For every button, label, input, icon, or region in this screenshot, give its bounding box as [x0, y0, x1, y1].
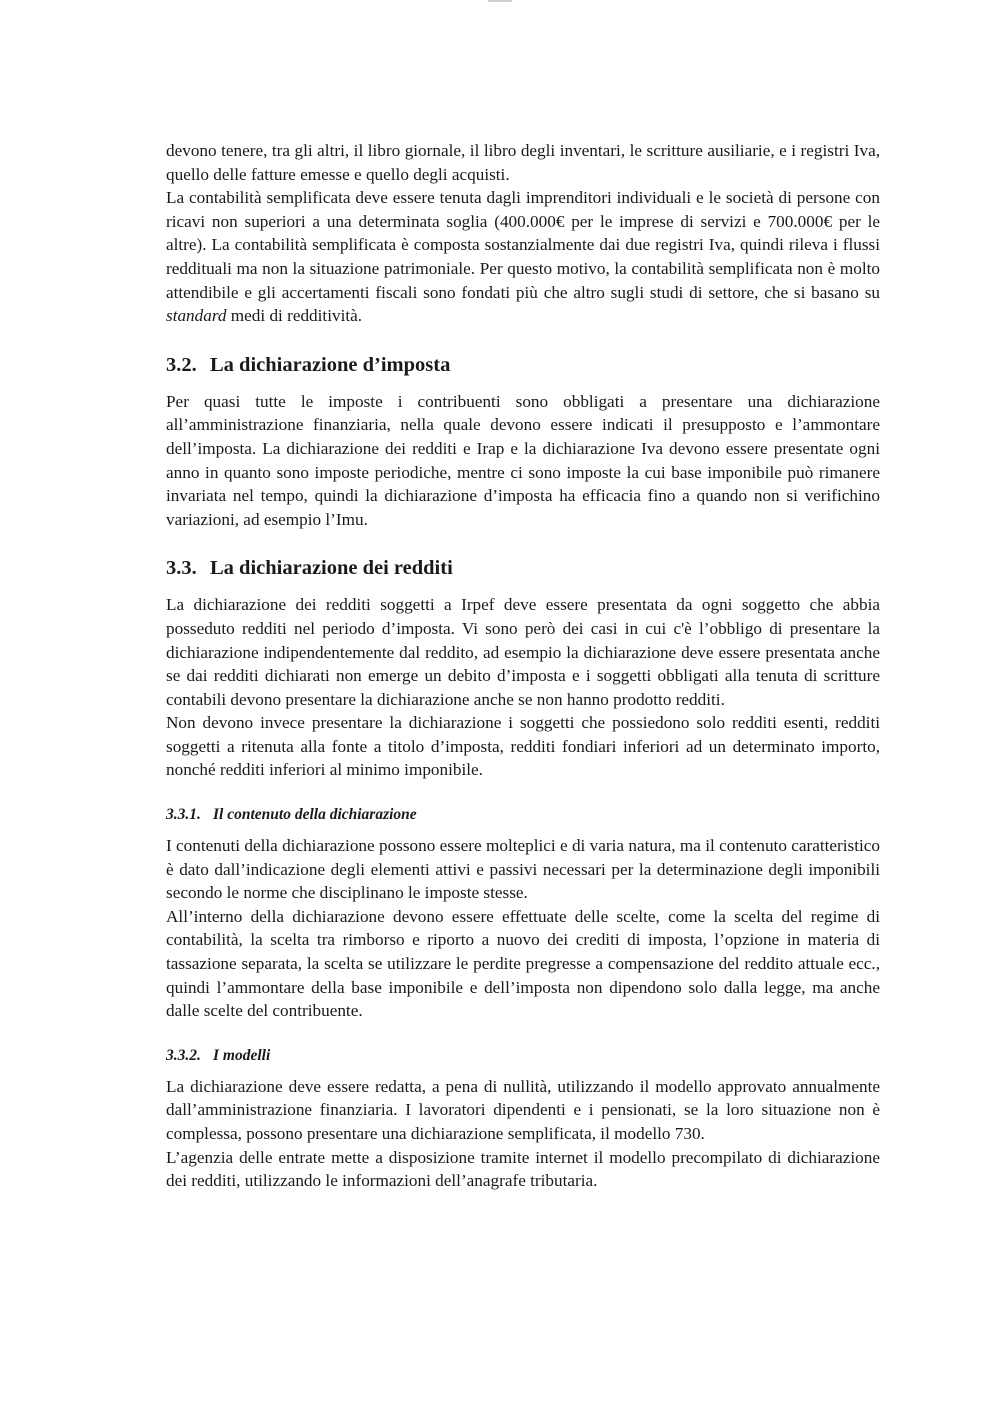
section-3-3-1-paragraph-1: I contenuti della dichiarazione possono essere molteplici e di varia natura, ma il contenuto caratteristico è dato dall’indicazione degli elementi attivi e passivi necessari per la determinazione degli imponibili secondo le norme che disciplinano le imposte stesse. — [166, 836, 880, 903]
intro-paragraph-1: devono tenere, tra gli altri, il libro giornale, il libro degli inventari, le scritture ausiliarie, e i registri Iva, quello delle fatture emesse e quello degli acquisti. — [166, 141, 880, 184]
subsection-number: 3.3.1. — [166, 806, 201, 824]
intro-paragraph-2-text-a: La contabilità semplificata deve essere tenuta dagli imprenditori individuali e le società di persone con ricavi non superiori a una determinata soglia (400.000€ per le imprese di servizi e 700.000€ per le altre). La contabilità semplificata è composta sostanzialmente dai due registri Iva, quindi rileva i flussi reddituali ma non la situazione patrimoniale. Per questo motivo, la contabilità semplificata non è molto attendibile e gli accertamenti fiscali sono fondati più che altro sugli studi di settore, che si basano su — [166, 188, 880, 302]
header-mark — [488, 0, 512, 2]
intro-paragraph-2-text-b: medi di redditività. — [226, 306, 363, 326]
section-title: La dichiarazione dei redditi — [210, 557, 453, 580]
section-heading-3-3 — [166, 555, 880, 581]
subsection-number: 3.3.2. — [166, 1046, 201, 1064]
section-3-3-1-paragraph-2: All’interno della dichiarazione devono essere effettuate delle scelte, come la scelta del regime di contabilità, la scelta tra rimborso e riporto a nuovo dei crediti di imposta, l’opzione in materia di tassazione separata, la scelta se utilizzare le perdite pregresse a compensazione del reddito attuale ecc., quindi l’ammontare della base imponibile e dell’imposta non dipendono solo dalla legge, ma anche dalle scelte del contribuente. — [166, 906, 880, 1021]
section-number: 3.3. — [166, 557, 197, 580]
section-3-3-2-paragraph-1: La dichiarazione deve essere redatta, a pena di nullità, utilizzando il modello approvato annualmente dall’amministrazione finanziaria. I lavoratori dipendenti e i pensionati, se la loro situazione non è complessa, possono presentare una dichiarazione semplificata, il modello 730. — [166, 1076, 880, 1143]
section-title: La dichiarazione d’imposta — [210, 353, 451, 376]
section-3-3-paragraph-1: La dichiarazione dei redditi soggetti a Irpef deve essere presentata da ogni soggetto che abbia posseduto redditi nel periodo d’imposta. Vi sono però dei casi in cui c'è l’obbligo di presentare la dichiarazione indipendentemente dal reddito, ad esempio la dichiarazione deve essere presentata anche se dai redditi dichiarati non emerge un debito d’imposta e i soggetti obbligati alla tenuta di scritture contabili devono presentare la dichiarazione anche se non hanno prodotto redditi. — [166, 595, 880, 709]
intro-paragraph-2 — [166, 186, 880, 328]
intro-paragraph-2-italic: standard — [166, 306, 227, 326]
section-heading-3-2 — [166, 352, 880, 378]
subsection-heading-3-3-2 — [166, 1045, 880, 1067]
document-page — [166, 139, 880, 1193]
subsection-title: Il contenuto della dichiarazione — [213, 806, 417, 824]
subsection-heading-3-3-1 — [166, 804, 880, 826]
subsection-title: I modelli — [213, 1046, 271, 1064]
section-3-3-paragraph-2: Non devono invece presentare la dichiarazione i soggetti che possiedono solo redditi esenti, redditi soggetti a ritenuta alla fonte a titolo d’imposta, redditi fondiari inferiori ad un determinato importo, nonché redditi inferiori al minimo imponibile. — [166, 713, 880, 780]
section-3-3-2-paragraph-2: L’agenzia delle entrate mette a disposizione tramite internet il modello precompilato di dichiarazione dei redditi, utilizzando le informazioni dell’anagrafe tributaria. — [166, 1147, 880, 1191]
section-number: 3.2. — [166, 353, 197, 376]
section-3-2-paragraph-1: Per quasi tutte le imposte i contribuenti sono obbligati a presentare una dichiarazione all’amministrazione finanziaria, nella quale devono essere indicati il presupposto e l’ammontare dell’imposta. La dichiarazione dei redditi e Irap e la dichiarazione Iva devono essere presentate ogni anno in quanto sono imposte periodiche, mentre ci sono imposte la cui base imponibile può rimanere invariata nel tempo, quindi la dichiarazione d’imposta ha efficacia fino a quando non si verifichino variazioni, ad esempio l’Imu. — [166, 391, 880, 529]
